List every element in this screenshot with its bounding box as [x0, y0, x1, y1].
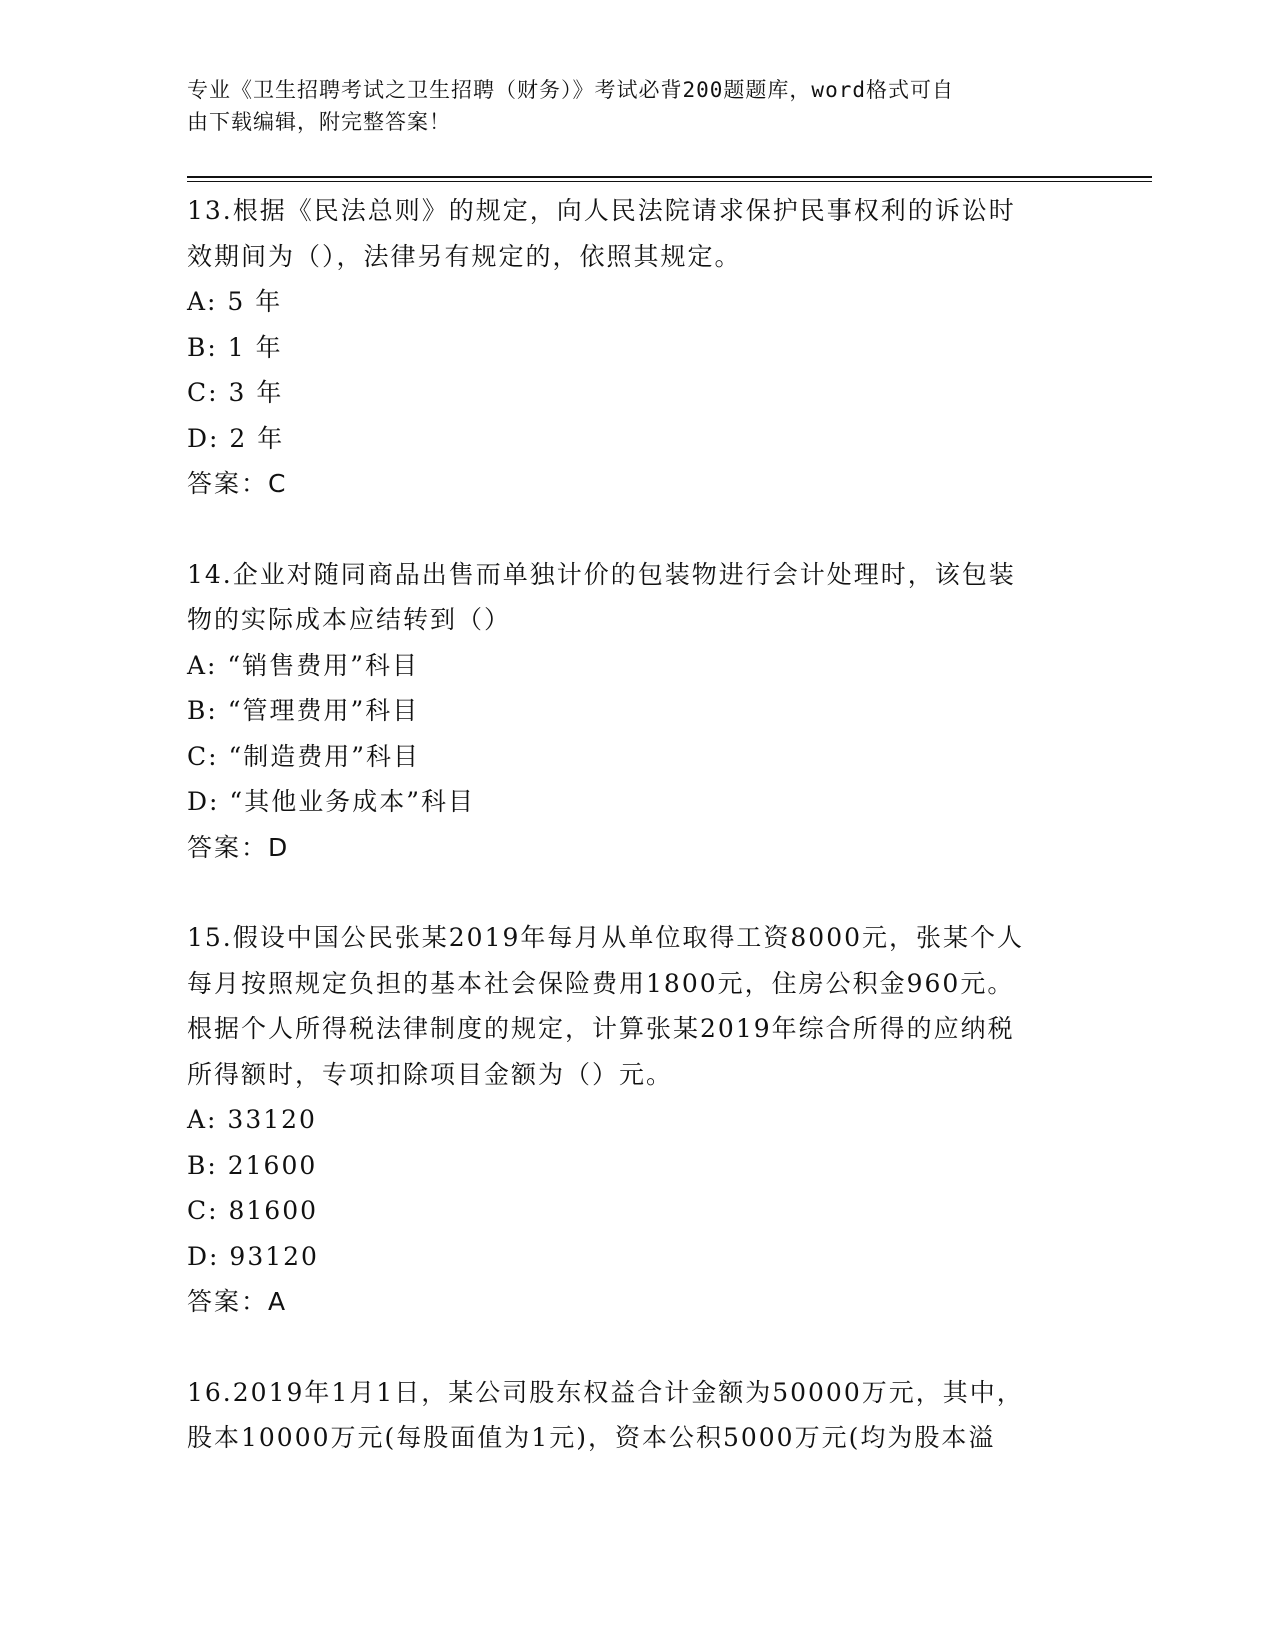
option-c: C: “制造费用”科目 [187, 741, 421, 771]
header-divider-thick [187, 176, 1152, 178]
answer-line: 答案：C [187, 469, 288, 498]
header-divider-thin [187, 181, 1152, 182]
option-d: D: “其他业务成本”科目 [187, 787, 475, 816]
option-c: C: 3 年 [187, 378, 284, 407]
question-stem-line: 物的实际成本应结转到（） [187, 605, 512, 634]
option-d: D: 93120 [187, 1241, 319, 1271]
question-15 [187, 915, 1087, 1325]
question-spacer [187, 870, 1087, 915]
option-a: A: “销售费用”科目 [187, 650, 419, 680]
question-stem-line: 16.2019年1月1日，某公司股东权益合计金额为50000万元，其中， [187, 1377, 1024, 1407]
option-b: B: 21600 [187, 1150, 318, 1180]
option-d: D: 2 年 [187, 423, 285, 453]
answer-line: 答案：D [187, 832, 290, 862]
question-list [187, 188, 1087, 1461]
question-stem-line: 15.假设中国公民张某2019年每月从单位取得工资8000元，张某个人 [187, 923, 1025, 952]
option-b: B: “管理费用”科目 [187, 696, 420, 725]
option-a: A: 5 年 [187, 287, 283, 316]
question-stem-line: 每月按照规定负担的基本社会保险费用1800元，住房公积金960元。 [187, 968, 1015, 998]
question-stem-line: 所得额时，专项扣除项目金额为（）元。 [187, 1059, 674, 1089]
question-spacer [187, 507, 1087, 552]
question-13 [187, 188, 1087, 507]
option-c: C: 81600 [187, 1196, 319, 1225]
option-b: B: 1 年 [187, 332, 283, 362]
question-16 [187, 1370, 1087, 1461]
question-stem-line: 根据个人所得税法律制度的规定，计算张某2019年综合所得的应纳税 [187, 1014, 1015, 1043]
answer-line: 答案：A [187, 1287, 288, 1316]
document-header [187, 74, 1067, 138]
question-stem-line: 股本10000万元(每股面值为1元)，资本公积5000万元(均为股本溢 [187, 1423, 996, 1452]
question-stem-line: 13.根据《民法总则》的规定，向人民法院请求保护民事权利的诉讼时 [187, 196, 1016, 225]
option-a: A: 33120 [187, 1105, 317, 1134]
question-spacer [187, 1325, 1087, 1370]
question-stem-line: 效期间为（），法律另有规定的，依照其规定。 [187, 241, 742, 271]
header-line-2: 由下载编辑，附完整答案！ [187, 110, 451, 134]
question-stem-line: 14.企业对随同商品出售而单独计价的包装物进行会计处理时，该包装 [187, 559, 1016, 589]
question-14 [187, 552, 1087, 871]
header-line-1: 专业《卫生招聘考试之卫生招聘（财务）》考试必背200题题库，word格式可自 [187, 78, 954, 102]
